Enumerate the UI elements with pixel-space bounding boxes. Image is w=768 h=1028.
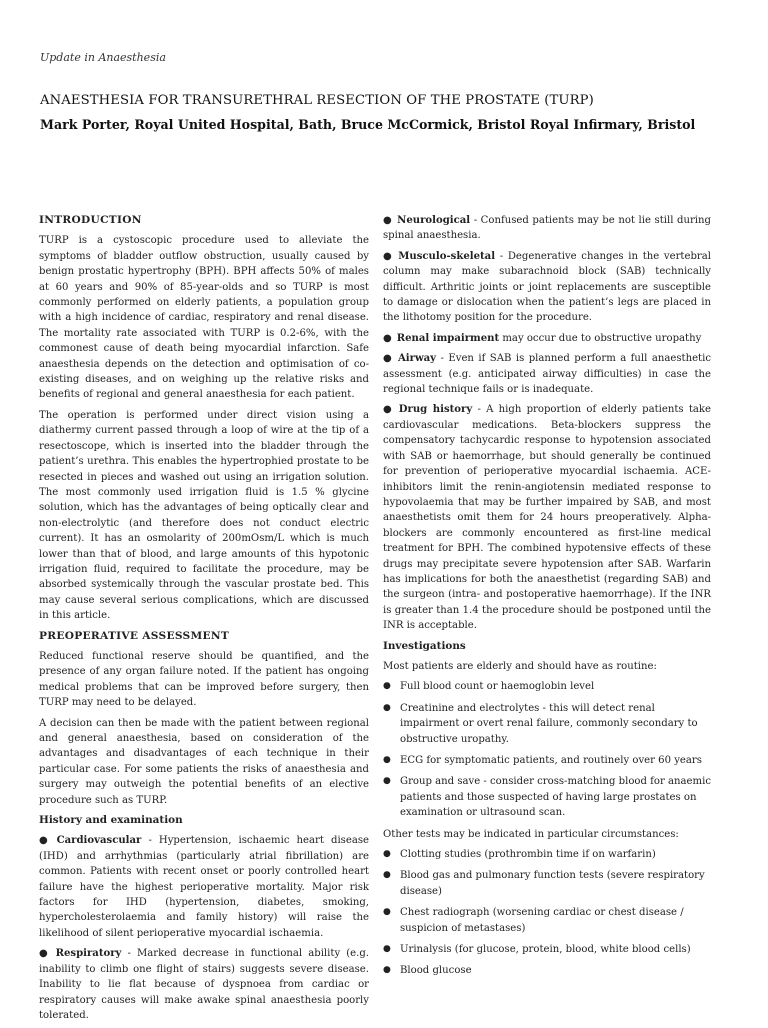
other-tests-list — [383, 847, 711, 979]
bullet-icon: ● — [383, 965, 391, 976]
right-column — [383, 213, 711, 985]
list-item: ● Full blood count or haemoglobin level — [383, 679, 711, 694]
bullet-icon: ● — [39, 948, 51, 960]
bullet-neurological: ● Neurological - Confused patients may be not lie still during spinal anaesthesia. — [383, 215, 711, 242]
bullet-respiratory: ● Respiratory - Marked decrease in functional ability (e.g. inability to climb one flight of stairs) suggests severe disease. Inability to lie flat because of dyspnoea from cardiac or respiratory causes will make awake spinal anaesthesia poorly tolerated. — [39, 948, 369, 1021]
list-item: ● Clotting studies (prothrombin time if on warfarin) — [383, 847, 711, 862]
bullet-icon: ● — [383, 702, 391, 713]
intro-paragraph-1: TURP is a cystoscopic procedure used to alleviate the symptoms of bladder outflow obstruction, usually caused by benign prostatic hypertrophy (BPH). BPH affects 50% of males at 60 years and 90% of 85-year-olds and so TURP is most commonly performed on elderly patients, a population group with a high incidence of cardiac, respiratory and renal disease. The mortality rate associated with TURP is 0.2-6%, with the commonest cause of death being myocardial infarction. Safe anaesthesia depends on the detection and optimisation of co-existing diseases, and on weighing up the relative risks and benefits of regional and general anaesthesia for each patient. — [39, 235, 369, 401]
list-item: ● Group and save - consider cross-matching blood for anaemic patients and those suspected of having large prostates on examination or ultrasound scan. — [383, 776, 711, 819]
section-heading-introduction: INTRODUCTION — [39, 214, 142, 226]
bullet-icon: ● — [383, 681, 391, 692]
bullet-drug-history: ● Drug history - A high proportion of elderly patients take cardiovascular medications. Beta-blockers suppress the compensatory tachycardic response to hypotension associated with SAB or haemorrhage, but should generally be continued for prevention of perioperative myocardial ischaemia. ACE-inhibitors limit the renin-angiotensin mediated response to hypovolaemia that may be further impaired by SAB, and most anaesthetists omit them for 24 hours preoperatively. Alpha-blockers are commonly encountered as first-line medical treatment for BPH. The combined hypotensive effects of these drugs may precipitate severe hypotension after SAB. Warfarin has implications for both the anaesthetist (regarding SAB) and the surgeon (intra- and postoperative haemorrhage). If the INR is greater than 1.4 the procedure should be postponed until the INR is acceptable. — [383, 404, 711, 632]
article-title: ANAESTHESIA FOR TRANSURETHRAL RESECTION OF THE PROSTATE (TURP) — [40, 93, 594, 108]
subheading-investigations: Investigations — [383, 639, 466, 652]
bullet-icon: ● — [383, 332, 392, 344]
preop-paragraph-1: Reduced functional reserve should be quantified, and the presence of any organ failure noted. If the patient has ongoing medical problems that can be improved before surgery, then TURP may need to be delayed. — [39, 650, 369, 709]
bullet-icon: ● — [383, 776, 391, 787]
list-item: ● Blood gas and pulmonary function tests (severe respiratory disease) — [383, 870, 705, 897]
list-item: ● ECG for symptomatic patients, and routinely over 60 years — [383, 753, 711, 768]
bullet-icon: ● — [383, 870, 391, 881]
article-authors: Mark Porter, Royal United Hospital, Bath, Bruce McCormick, Bristol Royal Infirmary, Bristol — [40, 117, 696, 132]
bullet-icon: ● — [383, 907, 391, 918]
list-item: ● Creatinine and electrolytes - this will detect renal impairment or overt renal failure, commonly secondary to obstructive uropathy. — [383, 702, 698, 745]
bullet-icon: ● — [383, 353, 393, 365]
list-item: ● Urinalysis (for glucose, protein, blood, white blood cells) — [383, 942, 711, 957]
left-column — [39, 213, 369, 1028]
list-item: ● Blood glucose — [383, 963, 711, 978]
bullet-icon: ● — [383, 944, 391, 955]
bullet-icon: ● — [383, 250, 394, 262]
other-tests-intro: Other tests may be indicated in particular circumstances: — [383, 828, 679, 840]
routine-tests-list — [383, 679, 711, 820]
bullet-renal-impairment: ● Renal impairment may occur due to obstructive uropathy — [383, 332, 702, 344]
bullet-icon: ● — [39, 835, 52, 847]
journal-name: Update in Anaesthesia — [40, 51, 166, 64]
bullet-icon: ● — [383, 215, 393, 226]
routine-intro: Most patients are elderly and should have as routine: — [383, 660, 657, 672]
bullet-icon: ● — [383, 404, 394, 416]
bullet-cardiovascular: ● Cardiovascular - Hypertension, ischaemic heart disease (IHD) and arrhythmias (particularly atrial fibrillation) are common. Patients with recent onset or poorly controlled heart failure have the highest perioperative mortality. Major risk factors for IHD (hypertension, diabetes, smoking, hypercholesterolaemia and family history) will raise the likelihood of silent perioperative myocardial ischaemia. — [39, 835, 369, 939]
bullet-icon: ● — [383, 755, 391, 765]
list-item: ● Chest radiograph (worsening cardiac or chest disease / suspicion of metastases) — [383, 907, 684, 934]
intro-paragraph-2: The operation is performed under direct vision using a diathermy current passed through a loop of wire at the tip of a resectoscope, which is inserted into the bladder through the patient’s urethra. This enables the hypertrophied prostate to be resected in pieces and washed out using an irrigation solution. The most commonly used irrigation fluid is 1.5 % glycine solution, which has the advantages of being optically clear and non-electrolytic (and therefore does not conduct electric current). It has an osmolarity of 200mOsm/L which is much lower than that of blood, and large amounts of this hypotonic irrigation fluid, required to facilitate the procedure, may be absorbed systemically through the vascular prostate bed. This may cause several serious complications, which are discussed in this article. — [39, 409, 369, 622]
subheading-history-examination: History and examination — [39, 814, 183, 827]
bullet-musculo-skeletal: ● Musculo-skeletal - Degenerative changes in the vertebral column may make subarachnoid block (SAB) technically difficult. Arthritic joints or joint replacements are susceptible to damage or dislocation when the patient’s legs are placed in the lithotomy position for the procedure. — [383, 250, 711, 324]
section-heading-preoperative: PREOPERATIVE ASSESSMENT — [39, 629, 230, 642]
preop-paragraph-2: A decision can then be made with the patient between regional and general anaesthesia, based on consideration of the advantages and disadvantages of each technique in their particular case. For some patients the risks of anaesthesia and surgery may outweigh the potential benefits of an elective procedure such as TURP. — [39, 717, 369, 806]
bullet-airway: ● Airway - Even if SAB is planned perform a full anaesthetic assessment (e.g. anticipated airway difficulties) in case the regional technique fails or is inadequate. — [383, 353, 711, 396]
bullet-icon: ● — [383, 849, 391, 860]
